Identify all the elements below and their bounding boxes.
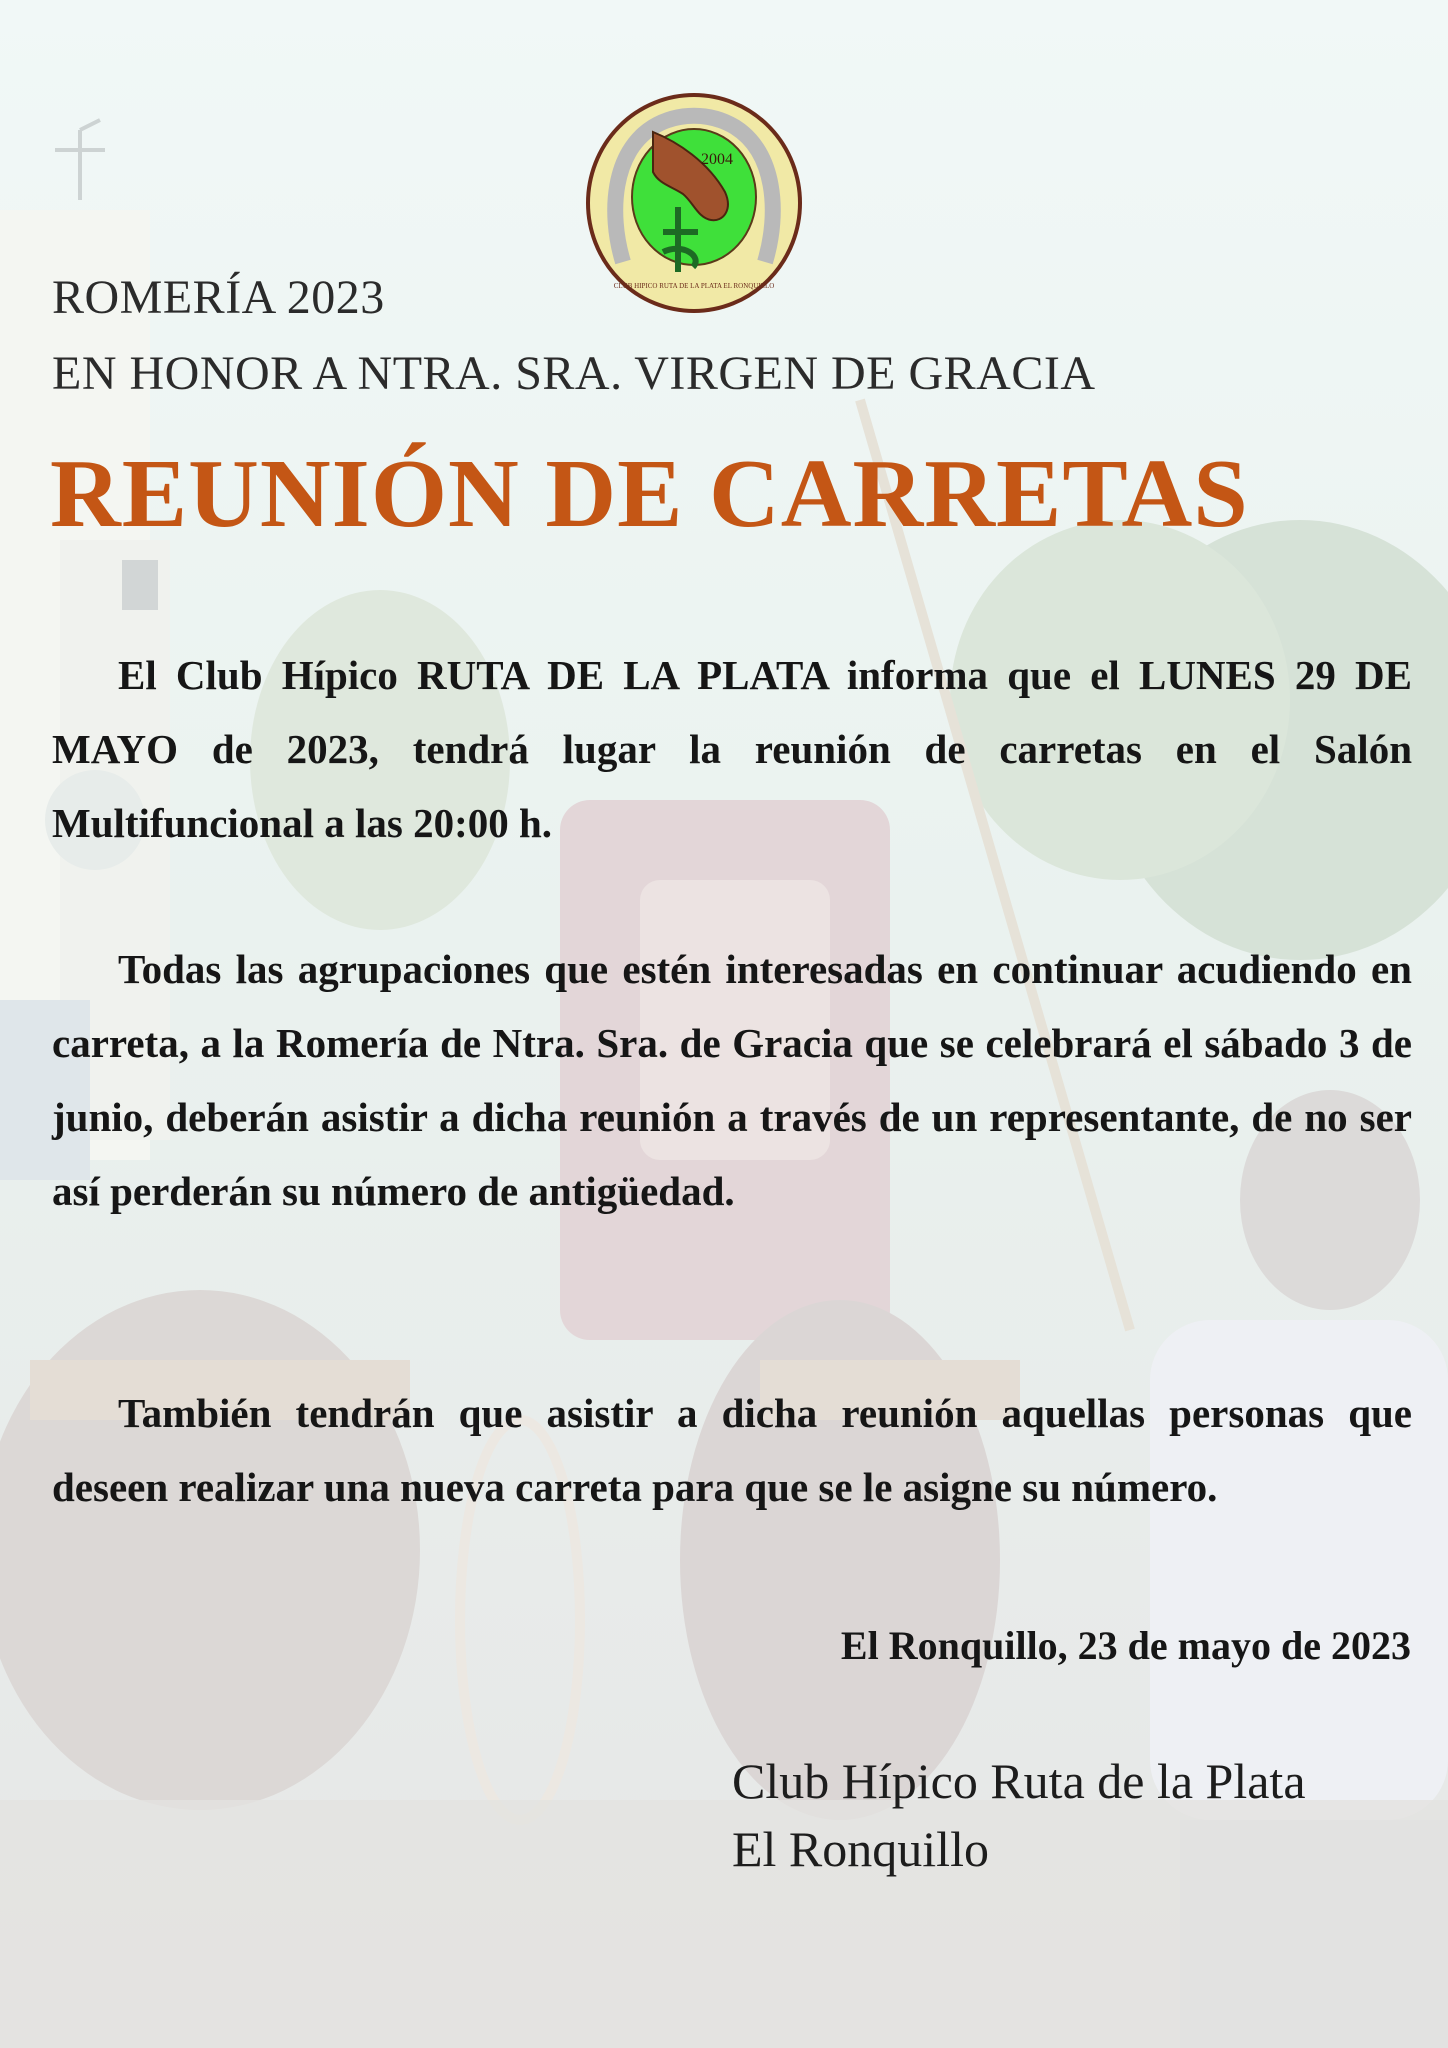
paragraph-new-carts	[52, 1376, 1412, 1524]
paragraph-text: Todas las agrupaciones que estén interesadas en continuar acudiendo en carreta, a la Romería de Ntra. Sra. de Gracia que se celebrará el sábado 3 de junio, deberán asistir a dicha reunión a través de un representante, de no ser así perderán su número de antigüedad.	[52, 946, 1412, 1214]
paragraph-attendance-requirement	[52, 932, 1412, 1228]
event-subheading: EN HONOR A NTRA. SRA. VIRGEN DE GRACIA	[52, 347, 1096, 400]
event-heading: ROMERÍA 2023	[52, 271, 385, 324]
club-logo	[583, 92, 805, 314]
signature-town: El Ronquillo	[732, 1821, 989, 1877]
dateline: El Ronquillo, 23 de mayo de 2023	[840, 1623, 1411, 1668]
paragraph-text: También tendrán que asistir a dicha reunión aquellas personas que deseen realizar una nueva carreta para que se le asigne su número.	[52, 1390, 1412, 1510]
logo-caption: CLUB HIPICO RUTA DE LA PLATA EL RONQUILLO	[613, 282, 775, 290]
signature-club: Club Hípico Ruta de la Plata	[732, 1753, 1306, 1809]
page-title: REUNIÓN DE CARRETAS	[50, 440, 1249, 548]
logo-ring-text: 2004	[701, 151, 733, 168]
paragraph-meeting-announcement	[52, 638, 1412, 860]
paragraph-text: El Club Hípico RUTA DE LA PLATA informa que el LUNES 29 DE MAYO de 2023, tendrá lugar la reunión de carretas en el Salón Multifuncional a las 20:00 h.	[52, 652, 1412, 846]
